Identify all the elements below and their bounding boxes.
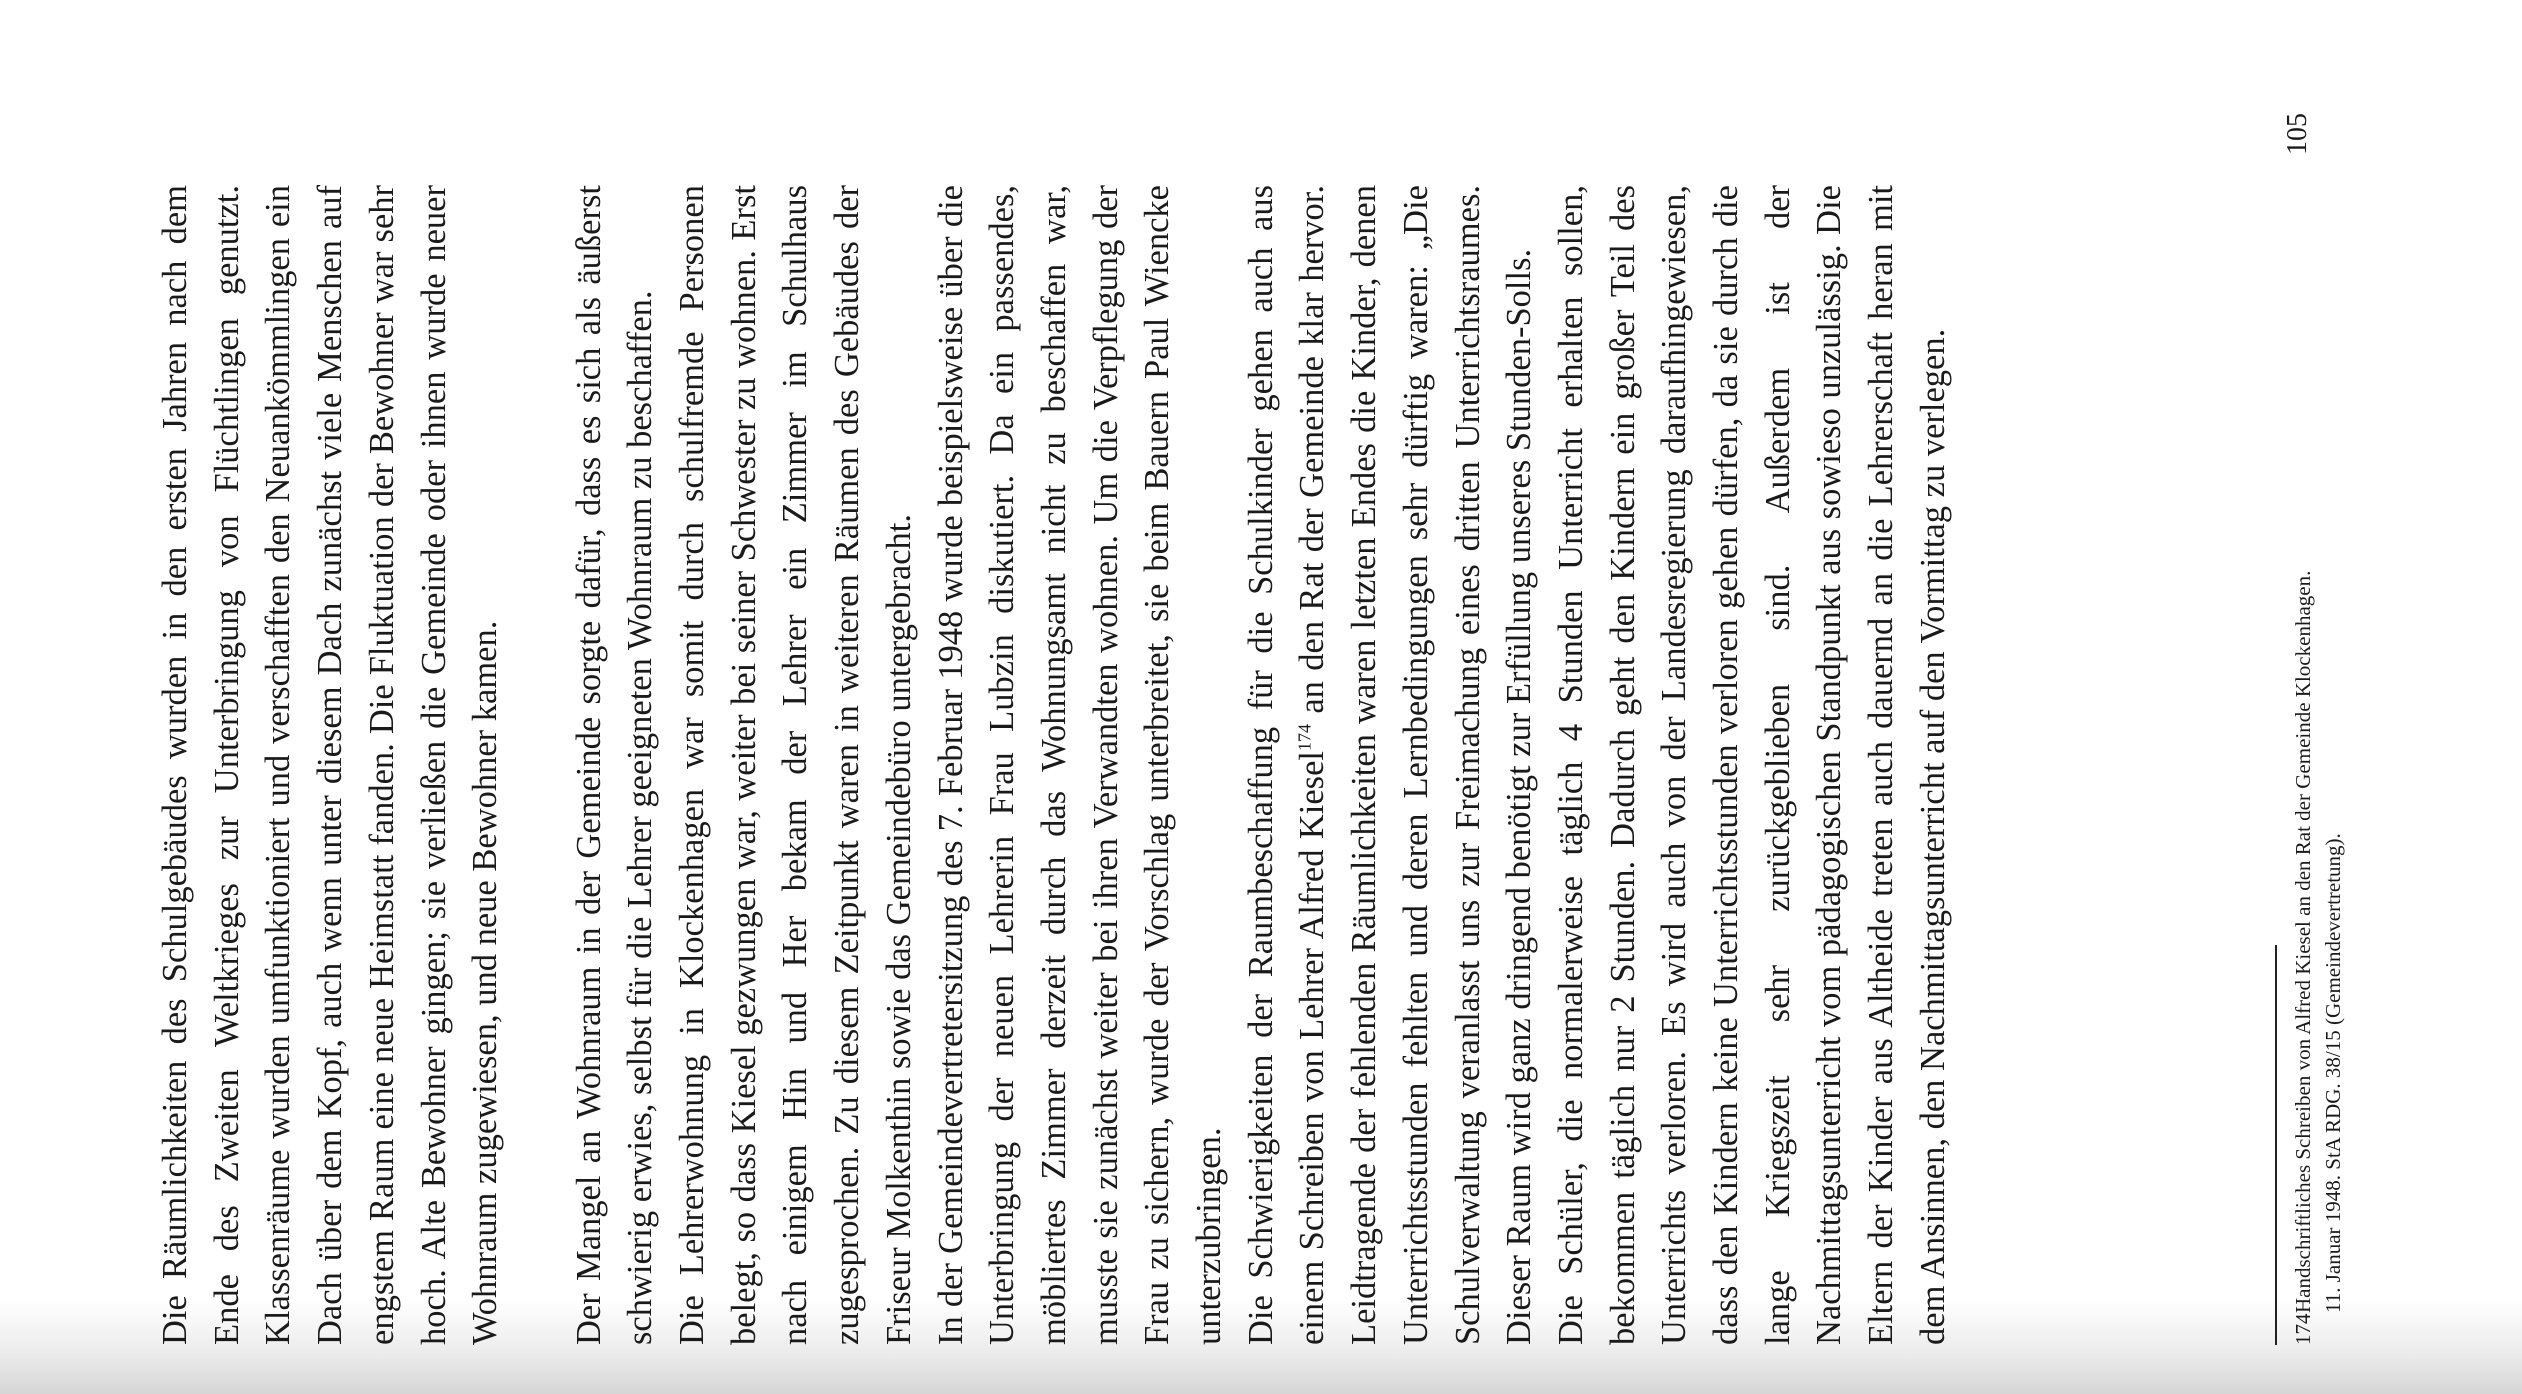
paragraph-5 (1236, 185, 1546, 1345)
body-text (150, 185, 1960, 1345)
paragraph-3: Die Lehrerwohnung in Klockenhagen war somit durch schulfremde Personen belegt, so dass Kiesel gezwungen war, weiter bei seiner Schwester zu wohnen. Erst nach einigem Hin und Her bekam der Lehrer ein Zimmer im Schulhaus zugesprochen. Zu diesem Zeitpunkt waren in weiteren Räumen des Gebäudes der Friseur Molkenthin sowie das Gemeindebüro untergebracht. (673, 185, 918, 1345)
paragraph-2: Der Mangel an Wohnraum in der Gemeinde sorgte dafür, dass es sich als äußerst schwierig erwies, selbst für die Lehrer geeigneten Wohnraum zu beschaffen. (569, 185, 660, 1345)
footnote-line-2: 11. Januar 1948. StA RDG. 38/15 (Gemeindevertretung). (2321, 833, 2345, 1313)
page-number: 105 (2282, 113, 2313, 155)
footnote-separator (2275, 945, 2277, 1345)
paragraph-1: Die Räumlichkeiten des Schulgebäudes wurden in den ersten Jahren nach dem Ende des Zweiten Weltkrieges zur Unterbringung von Flüchtlingen genutzt. Klassenräume wurden umfunktioniert und verschafften den Neuankömmlingen ein Dach über dem Kopf, auch wenn unter diesem Dach zunächst viele Menschen auf engstem Raum eine neue Heimstatt fanden. Die Fluktuation der Bewohner war sehr hoch. Alte Bewohner gingen; sie verließen die Gemeinde oder ihnen wurde neuer Wohnraum zugewiesen, und neue Bewohner kamen. (156, 185, 505, 1345)
paragraph-5-text-after: an den Rat der Gemeinde klar hervor. Leidtragende der fehlenden Räumlichkeiten waren letzten Endes die Kinder, denen Unterrichtsstunden fehlten und deren Lernbedingungen sehr dürftig waren: „Die Schulverwaltung veranlasst uns zur Freimachung eines dritten Unterrichtsraumes. Dieser Raum wird ganz dringend benötigt zur Erfüllung unseres Stunden-Solls. (1293, 185, 1539, 1345)
paragraph-6: Die Schüler, die normalerweise täglich 4 Stunden Unterricht erhalten sollen, bekommen täglich nur 2 Stunden. Dadurch geht den Kindern ein großer Teil des Unterrichts verloren. Es wird auch von der Landesregierung daraufhingewiesen, dass den Kindern keine Unterrichtsstunden verloren gehen dürfen, da sie durch die lange Kriegszeit sehr zurückgeblieben sind. Außerdem ist der Nachmittagsunterricht vom pädagogischen Standpunkt aus sowieso unzulässig. Die Eltern der Kinder aus Altheide treten auch dauernd an die Lehrerschaft heran mit dem Ansinnen, den Nachmittagsunterricht auf den Vormittag zu verlegen. (1551, 185, 1952, 1345)
footnote-number: 174 (2291, 1313, 2315, 1345)
footnote-reference: 174 (1294, 724, 1315, 752)
footnote-line-1: Handschriftliches Schreiben von Alfred Kiesel an den Rat der Gemeinde Klockenhagen. (2291, 570, 2315, 1313)
paragraph-4: In der Gemeindevertretersitzung des 7. Februar 1948 wurde beispielsweise über die Unterbringung der neuen Lehrerin Frau Lubzin diskutiert. Da ein passendes, möbliertes Zimmer derzeit durch das Wohnungsamt nicht zu beschaffen war, musste sie zunächst weiter bei ihren Verwandten wohnen. Um die Verpflegung der Frau zu sichern, wurde der Vorschlag unterbreitet, sie beim Bauern Paul Wiencke unterzubringen. (931, 185, 1229, 1345)
paragraph-5-text-before: Die Schwierigkeiten der Raumbeschaffung für die Schulkinder gehen auch aus einem Schreiben von Lehrer Alfred Kiesel (1241, 185, 1332, 1345)
rotated-page-content (150, 113, 2450, 1345)
footnote (2288, 185, 2348, 1345)
